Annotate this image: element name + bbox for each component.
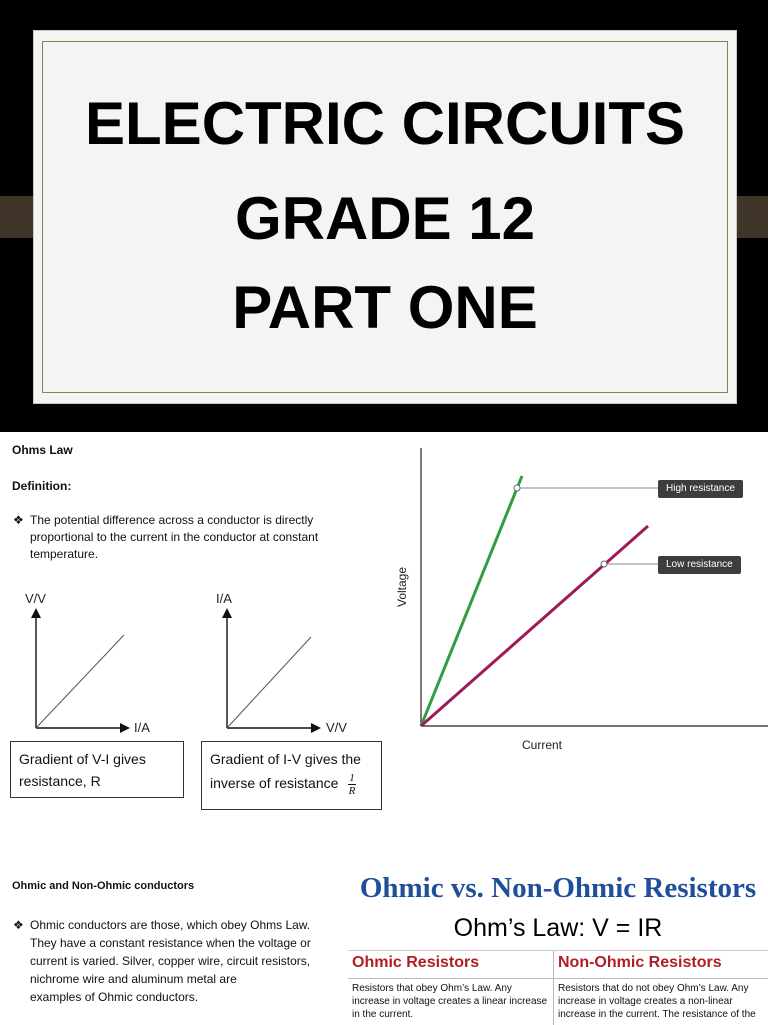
iv-gradient-line-2: inverse of resistance [210,775,339,792]
current-axis-label: Current [522,738,563,752]
ohmic-line-1: Ohmic conductors are those, which obey Ohms Law. [30,918,311,932]
ohmic-column-heading: Ohmic Resistors [352,954,480,971]
title-line-2: GRADE 12 [234,185,536,252]
one-over-r-fraction [348,772,356,797]
definition-label: Definition: [12,479,72,493]
iv-graph-y-label: I/A [216,591,232,606]
iv-small-graph [219,608,389,736]
definition-line-1: The potential difference across a conductor is directly [30,513,314,527]
low-resistance-callout: Low resistance [658,556,741,574]
vi-gradient-line-1: Gradient of V-I gives [19,751,146,767]
vi-graph-x-label: I/A [134,720,150,735]
title-line-3: PART ONE [232,274,538,341]
vi-gradient-line-2: resistance, R [19,773,101,789]
vi-small-graph [28,608,198,736]
title-line-1: ELECTRIC CIRCUITS [85,90,685,157]
high-point-marker [514,485,520,491]
ohmic-line-4: nichrome wire and aluminum metal are [30,972,237,986]
non-ohmic-column-heading: Non-Ohmic Resistors [558,954,722,971]
ohmic-line-5: examples of Ohmic conductors. [30,990,199,1004]
definition-line-2: proportional to the current in the conductor at constant [30,530,319,544]
diamond-bullet-icon: ❖ [13,918,24,932]
definition-line-3: temperature. [30,547,99,561]
fraction-numerator: 1 [349,772,355,784]
ohmic-heading: Ohmic and Non-Ohmic conductors [12,880,195,892]
ohms-law-formula: Ohm’s Law: V = IR [453,914,663,942]
low-point-marker [601,561,607,567]
ohmic-comparison-image [348,868,768,1024]
vi-gradient-box [10,741,184,798]
non-ohmic-column [554,951,768,1025]
voltage-axis-label: Voltage [395,566,410,608]
iv-gradient-box [201,741,382,810]
vi-graph-y-label: V/V [25,591,46,606]
fraction-denominator: R [348,785,356,797]
resistance-graph [396,440,768,760]
high-resistance-callout: High resistance [658,480,743,498]
ohmic-line-3: current is varied. Silver, copper wire, circuit resistors, [30,954,311,968]
iv-graph-x-label: V/V [326,720,347,735]
ohmic-comparison-title: Ohmic vs. Non-Ohmic Resistors [359,872,757,904]
low-resistance-line [421,526,648,726]
ohmic-line-2: They have a constant resistance when the voltage or [30,936,311,950]
title-slide [0,0,768,432]
ohmic-column-text: Resistors that obey Ohm’s Law. Any increase in voltage creates a linear increase in the current. [352,983,548,1020]
title-card-border [42,41,728,393]
ohmic-comparison-table [348,950,768,1025]
diamond-bullet-icon: ❖ [13,513,24,527]
non-ohmic-column-text: Resistors that do not obey Ohm’s Law. Any increase in voltage creates a non-linear increase in the current. The resistance of the [558,983,756,1020]
high-resistance-line [421,476,522,726]
title-card [33,30,737,404]
ohmic-column [348,951,554,1025]
iv-gradient-line-1: Gradient of I-V gives the [210,751,361,767]
ohms-law-heading: Ohms Law [12,443,73,457]
